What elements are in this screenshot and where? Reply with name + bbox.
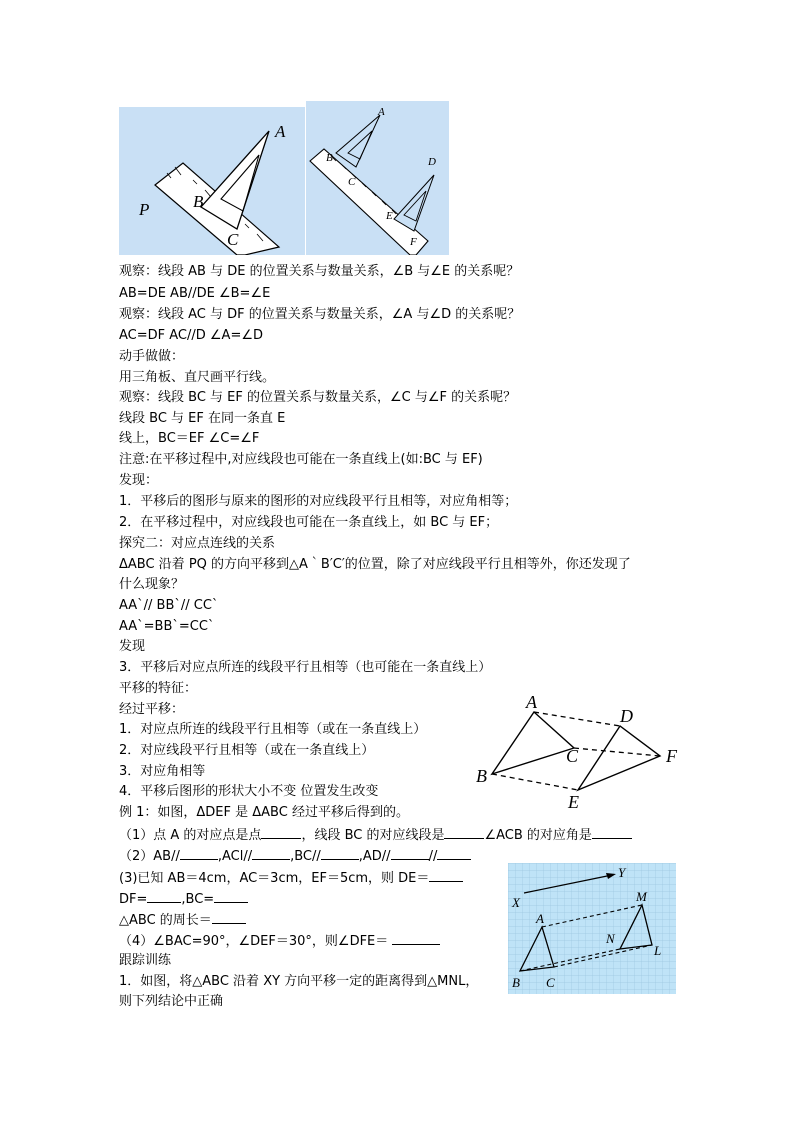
- text-line: 1．对应点所连的线段平行且相等（或在一条直线上）: [119, 722, 427, 737]
- question-3-cont: [119, 889, 248, 910]
- label-b: B: [193, 192, 204, 211]
- question-1: [119, 825, 632, 846]
- text-line: 例 1：如图，ΔDEF 是 ΔABC 经过平移后得到的。: [119, 805, 409, 820]
- text-line: 观察：线段 BC 与 EF 的位置关系与数量关系，∠C 与∠F 的关系呢？: [119, 390, 517, 405]
- question-text: △ABC 的周长＝: [119, 913, 212, 928]
- label-a: A: [526, 692, 537, 712]
- question-3: [119, 868, 463, 889]
- label-a: A: [536, 911, 544, 926]
- label-a: A: [275, 122, 286, 141]
- text-line: 线上，BC＝EF ∠C=∠F: [119, 431, 260, 446]
- answer-blank[interactable]: [429, 868, 463, 882]
- question-4: [119, 931, 440, 952]
- label-p: P: [139, 200, 150, 219]
- answer-blank[interactable]: [592, 825, 632, 839]
- label-c: C: [227, 230, 239, 249]
- question-text: ∠ACB 的对应角是: [484, 828, 592, 843]
- question-text: ,ACl//: [217, 849, 253, 864]
- text-line: 则下列结论中正确: [119, 994, 224, 1009]
- question-3-perimeter: [119, 910, 246, 931]
- grid-lines: [508, 863, 676, 994]
- label-n: N: [606, 931, 615, 946]
- label-f: F: [666, 746, 677, 766]
- text-line: 4．平移后图形的形状大小不变 位置发生改变: [119, 784, 379, 799]
- label-b: B: [512, 975, 520, 990]
- grid-figure: [508, 863, 676, 994]
- label-m: M: [636, 889, 647, 904]
- triangle-def: [578, 726, 660, 790]
- question-text: （1）点 A 的对应点是点: [119, 828, 262, 843]
- label-e: E: [386, 210, 393, 222]
- label-d: D: [620, 706, 633, 726]
- text-line: 注意:在平移过程中,对应线段也可能在一条直线上(如:BC 与 EF): [119, 452, 483, 467]
- label-c: C: [546, 975, 555, 990]
- answer-blank[interactable]: [180, 846, 218, 860]
- label-c: C: [348, 176, 356, 188]
- text-line: AC=DF AC//D ∠A=∠D: [119, 328, 264, 343]
- text-line: 发现: [119, 639, 146, 654]
- text-line: 平移的特征：: [119, 681, 198, 696]
- text-line: 2．对应线段平行且相等（或在一条直线上）: [119, 743, 375, 758]
- label-c: C: [566, 746, 579, 766]
- answer-blank[interactable]: [252, 846, 290, 860]
- label-f: F: [410, 236, 417, 248]
- question-text: ，线段 BC 的对应线段是: [301, 828, 445, 843]
- label-y: Y: [618, 865, 626, 880]
- text-line: 经过平移：: [119, 702, 185, 717]
- text-line: 发现：: [119, 473, 159, 488]
- question-text: (3)已知 AB＝4cm，AC＝3cm，EF＝5cm，则 DE＝: [119, 871, 430, 886]
- label-x: X: [512, 895, 520, 910]
- answer-blank[interactable]: [444, 825, 484, 839]
- text-line: 用三角板、直尺画平行线。: [119, 370, 276, 385]
- text-line: 3．对应角相等: [119, 764, 206, 779]
- triangle-abc: [492, 712, 574, 774]
- text-line: AB=DE AB//DE ∠B=∠E: [119, 286, 271, 301]
- answer-blank[interactable]: [214, 889, 248, 903]
- answer-blank[interactable]: [437, 846, 471, 860]
- text-line: 探究二：对应点连线的关系: [119, 536, 276, 551]
- answer-blank[interactable]: [212, 910, 246, 924]
- question-text: DF=: [119, 892, 148, 907]
- translation-figure: [470, 690, 690, 816]
- label-b: B: [326, 152, 333, 164]
- text-line: 跟踪训练: [119, 953, 172, 968]
- question-text: ,BC=: [181, 892, 215, 907]
- label-e: E: [568, 792, 579, 812]
- text-line: 2．在平移过程中，对应线段也可能在一条直线上，如 BC 与 EF；: [119, 515, 499, 530]
- ruler-figure-2: [306, 101, 449, 255]
- label-l: L: [654, 943, 662, 958]
- answer-blank[interactable]: [391, 846, 429, 860]
- question-text: ,AD//: [358, 849, 391, 864]
- question-text: （2）AB//: [119, 849, 180, 864]
- label-b: B: [476, 766, 487, 786]
- text-line: 观察：线段 AC 与 DF 的位置关系与数量关系，∠A 与∠D 的关系呢？: [119, 307, 521, 322]
- question-text: ,BC//: [290, 849, 321, 864]
- answer-blank[interactable]: [147, 889, 181, 903]
- answer-blank[interactable]: [321, 846, 359, 860]
- answer-blank[interactable]: [261, 825, 301, 839]
- label-d: D: [428, 156, 436, 168]
- label-a: A: [378, 106, 385, 118]
- text-line: 线段 BC 与 EF 在同一条直 E: [119, 411, 286, 426]
- answer-blank[interactable]: [392, 931, 440, 945]
- ruler-figure-1: [119, 107, 305, 255]
- text-line: 1．平移后的图形与原来的图形的对应线段平行且相等，对应角相等；: [119, 494, 518, 509]
- text-line: 什么现象？: [119, 577, 185, 592]
- text-line: 1．如图，将△ABC 沿着 XY 方向平移一定的距离得到△MNL，: [119, 974, 479, 989]
- text-line: ΔABC 沿着 PQ 的方向平移到△A｀B′C′的位置，除了对应线段平行且相等外，你还发现了: [119, 557, 631, 572]
- text-line: 观察：线段 AB 与 DE 的位置关系与数量关系，∠B 与∠E 的关系呢？: [119, 264, 520, 279]
- question-text: （4）∠BAC=90°，∠DEF＝30°，则∠DFE＝: [119, 934, 393, 949]
- text-line: AA`// BB`// CC`: [119, 598, 219, 613]
- question-text: //: [428, 849, 438, 864]
- text-line: AA`=BB`=CC`: [119, 619, 215, 634]
- text-line: 动手做做：: [119, 349, 185, 364]
- question-2: [119, 846, 471, 867]
- text-line: 3．平移后对应点所连的线段平行且相等（也可能在一条直线上）: [119, 660, 492, 675]
